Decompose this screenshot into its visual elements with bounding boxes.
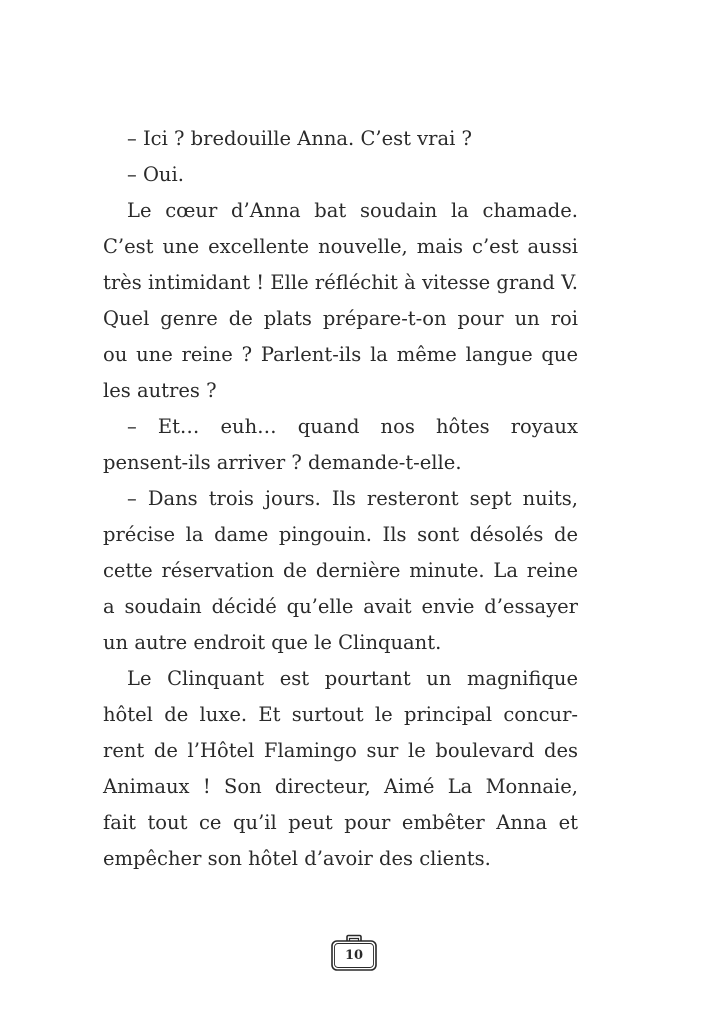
dialogue-line: précise la dame pingouin. Ils sont désolés de	[103, 523, 578, 546]
dialogue-line: – Ici ? bredouille Anna. C’est vrai ?	[127, 127, 473, 150]
dialogue-line: cette réservation de dernière minute. La reine	[103, 559, 578, 582]
narration-line: Animaux ! Son directeur, Aimé La Monnaie,	[103, 775, 578, 798]
dialogue-line: pensent-ils arriver ? demande-t-elle.	[103, 451, 462, 474]
dialogue-line: – Et… euh… quand nos hôtes royaux	[127, 415, 578, 438]
narration-line: Le Clinquant est pourtant un magnifique	[127, 667, 578, 690]
narration-line: Le cœur d’Anna bat soudain la chamade.	[127, 199, 578, 222]
narration-line: hôtel de luxe. Et surtout le principal concur-	[103, 703, 578, 726]
dialogue-line: – Dans trois jours. Ils resteront sept nuits,	[127, 487, 578, 510]
narration-line: empêcher son hôtel d’avoir des clients.	[103, 847, 491, 870]
page-body-text	[103, 121, 578, 877]
narration-line: ou une reine ? Parlent-ils la même langue que	[103, 343, 578, 366]
narration-line: rent de l’Hôtel Flamingo sur le boulevard des	[103, 739, 578, 762]
dialogue-line: – Oui.	[127, 163, 184, 186]
dialogue-line: un autre endroit que le Clinquant.	[103, 631, 442, 654]
narration-line: Quel genre de plats prépare-t-on pour un roi	[103, 307, 578, 330]
narration-line: fait tout ce qu’il peut pour embêter Anna et	[103, 811, 578, 834]
page-number-label: 10	[344, 948, 364, 963]
narration-line: très intimidant ! Elle réfléchit à vitesse grand V.	[103, 271, 578, 294]
narration-line: C’est une excellente nouvelle, mais c’est aussi	[103, 235, 578, 258]
page-number	[330, 934, 378, 972]
dialogue-line: a soudain décidé qu’elle avait envie d’essayer	[103, 595, 578, 618]
narration-line: les autres ?	[103, 379, 217, 402]
